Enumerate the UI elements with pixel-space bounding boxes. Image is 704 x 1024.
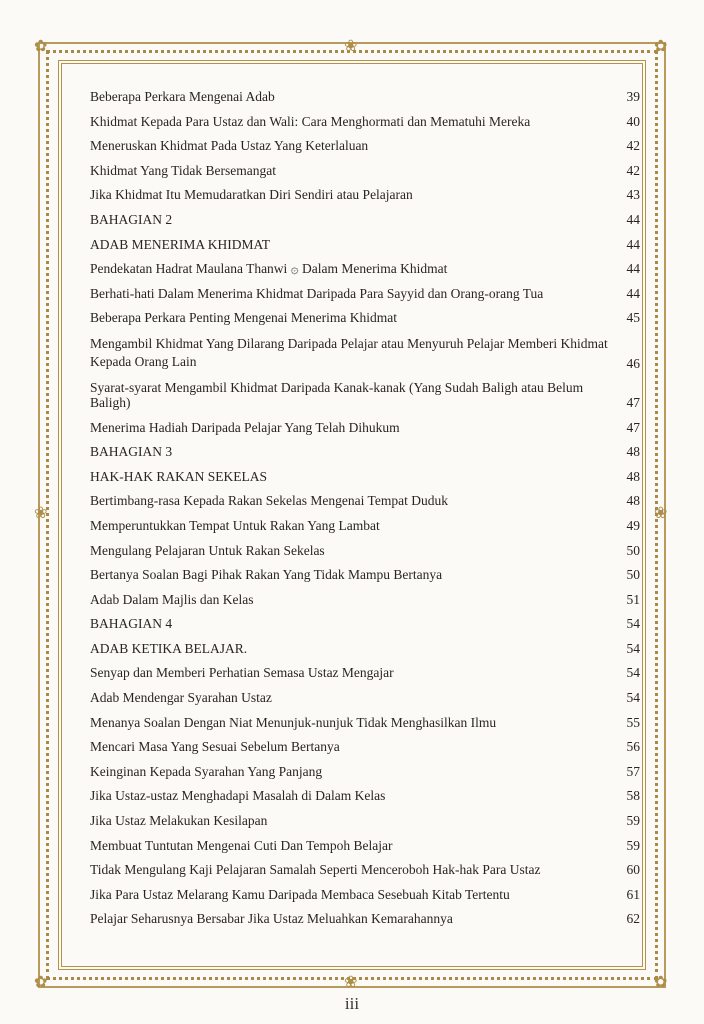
toc-entry xyxy=(90,310,640,325)
toc-entry-title: BAHAGIAN 3 xyxy=(90,444,173,460)
page-number: iii xyxy=(344,994,360,1013)
toc-entry-title: Berhati-hati Dalam Menerima Khidmat Daripada Para Sayyid dan Orang-orang Tua xyxy=(90,285,544,301)
toc-entry-page: 59 xyxy=(626,813,640,829)
flower-ornament-right-center: ❀ xyxy=(654,503,668,522)
toc-entry-title: Adab Mendengar Syarahan Ustaz xyxy=(90,690,272,706)
toc-entry-page: 48 xyxy=(626,493,640,509)
toc-entry-page: 45 xyxy=(626,310,640,326)
toc-entry-page: 49 xyxy=(626,517,640,533)
toc-entry-title: Membuat Tuntutan Mengenai Cuti Dan Tempoh Belajar xyxy=(90,837,393,853)
toc-entry-page: 54 xyxy=(626,690,640,706)
toc-entry-page: 56 xyxy=(626,739,640,755)
toc-entry xyxy=(90,567,640,582)
toc-entry-page: 59 xyxy=(626,837,640,853)
toc-entry-page: 48 xyxy=(626,468,640,484)
toc-entry-page: 46 xyxy=(626,355,640,371)
toc-entry xyxy=(90,114,640,129)
toc-entry-title: Mengambil Khidmat Yang Dilarang Daripada Pelajar atau Menyuruh Pelajar Memberi Khidmat Kepada Orang Lain xyxy=(90,335,608,369)
toc-entry xyxy=(90,237,640,252)
toc-entry xyxy=(90,665,640,680)
toc-entry-page: 42 xyxy=(626,138,640,154)
toc-entry xyxy=(90,887,640,902)
toc-entry xyxy=(90,616,640,631)
flower-ornament-top-right: ✿ xyxy=(654,36,668,55)
toc-entry-page: 55 xyxy=(626,714,640,730)
toc-entry xyxy=(90,420,640,435)
toc-entry-title: Jika Ustaz Melakukan Kesilapan xyxy=(90,813,268,829)
toc-entry-title: Khidmat Yang Tidak Bersemangat xyxy=(90,162,277,178)
table-of-contents xyxy=(90,89,640,936)
toc-entry-page: 62 xyxy=(626,911,640,927)
toc-entry xyxy=(90,444,640,459)
toc-entry-title: Adab Dalam Majlis dan Kelas xyxy=(90,591,254,607)
toc-entry xyxy=(90,286,640,301)
toc-entry-page: 57 xyxy=(626,763,640,779)
toc-entry-title: Jika Para Ustaz Melarang Kamu Daripada Membaca Sesebuah Kitab Tertentu xyxy=(90,886,510,902)
flower-ornament-bottom-center: ❀ xyxy=(344,972,358,991)
toc-entry-title: Beberapa Perkara Penting Mengenai Menerima Khidmat xyxy=(90,310,398,326)
toc-entry-page: 44 xyxy=(626,261,640,277)
toc-entry xyxy=(90,261,640,276)
toc-entry xyxy=(90,813,640,828)
toc-entry-page: 44 xyxy=(626,285,640,301)
toc-entry-title: ADAB KETIKA BELAJAR. xyxy=(90,640,248,656)
toc-entry-page: 39 xyxy=(626,89,640,104)
toc-entry xyxy=(90,788,640,803)
toc-entry-title: Jika Khidmat Itu Memudaratkan Diri Sendiri atau Pelajaran xyxy=(90,187,413,203)
toc-entry xyxy=(90,690,640,705)
flower-ornament-bottom-left: ✿ xyxy=(34,972,48,991)
toc-entry xyxy=(90,739,640,754)
toc-entry-page: 40 xyxy=(626,113,640,129)
toc-entry xyxy=(90,469,640,484)
toc-entry-page: 51 xyxy=(626,591,640,607)
toc-entry-title: BAHAGIAN 4 xyxy=(90,616,173,632)
toc-entry xyxy=(90,89,640,104)
toc-entry xyxy=(90,163,640,178)
toc-entry xyxy=(90,641,640,656)
toc-entry-page: 48 xyxy=(626,444,640,460)
toc-entry-title: Memperuntukkan Tempat Untuk Rakan Yang Lambat xyxy=(90,517,380,533)
toc-entry xyxy=(90,911,640,926)
toc-entry-title: Senyap dan Memberi Perhatian Semasa Ustaz Mengajar xyxy=(90,665,394,681)
toc-entry-page: 44 xyxy=(626,211,640,227)
toc-entry xyxy=(90,138,640,153)
toc-entry-title: Keinginan Kepada Syarahan Yang Panjang xyxy=(90,763,323,779)
toc-entry-page: 61 xyxy=(626,886,640,902)
toc-entry-title: Tidak Mengulang Kaji Pelajaran Samalah Seperti Menceroboh Hak-hak Para Ustaz xyxy=(90,862,541,878)
toc-entry-title: Khidmat Kepada Para Ustaz dan Wali: Cara Menghormati dan Mematuhi Mereka xyxy=(90,113,531,129)
toc-entry xyxy=(90,715,640,730)
toc-entry-page: 54 xyxy=(626,640,640,656)
toc-entry-page: 43 xyxy=(626,187,640,203)
toc-entry xyxy=(90,518,640,533)
toc-entry-page: 47 xyxy=(626,419,640,435)
flower-ornament-left-center: ❀ xyxy=(34,503,48,522)
toc-entry xyxy=(90,335,640,371)
toc-entry-title: Syarat-syarat Mengambil Khidmat Daripada Kanak-kanak (Yang Sudah Baligh atau Belum Baligh) xyxy=(90,379,584,410)
toc-entry-title: BAHAGIAN 2 xyxy=(90,211,173,227)
toc-entry-page: 44 xyxy=(626,236,640,252)
toc-entry-title: Mengulang Pelajaran Untuk Rakan Sekelas xyxy=(90,542,325,558)
toc-entry-title: Beberapa Perkara Mengenai Adab xyxy=(90,89,275,104)
toc-entry-title: HAK-HAK RAKAN SEKELAS xyxy=(90,468,267,484)
toc-entry-title: Menerima Hadiah Daripada Pelajar Yang Telah Dihukum xyxy=(90,419,400,435)
flower-ornament-top-left: ✿ xyxy=(34,36,48,55)
toc-entry xyxy=(90,543,640,558)
toc-entry xyxy=(90,380,640,410)
toc-entry-page: 60 xyxy=(626,862,640,878)
toc-entry-title: Jika Ustaz-ustaz Menghadapi Masalah di Dalam Kelas xyxy=(90,788,386,804)
toc-entry-page: 42 xyxy=(626,162,640,178)
toc-entry-page: 54 xyxy=(626,616,640,632)
toc-entry xyxy=(90,212,640,227)
toc-entry-title: Pendekatan Hadrat Maulana Thanwi ۞ Dalam Menerima Khidmat xyxy=(90,261,448,277)
toc-entry-title: Pelajar Seharusnya Bersabar Jika Ustaz Meluahkan Kemarahannya xyxy=(90,911,453,927)
toc-entry-page: 50 xyxy=(626,567,640,583)
toc-entry-title: Meneruskan Khidmat Pada Ustaz Yang Keterlaluan xyxy=(90,138,369,154)
toc-entry-title: Menanya Soalan Dengan Niat Menunjuk-nunjuk Tidak Menghasilkan Ilmu xyxy=(90,714,497,730)
toc-entry-title: Bertimbang-rasa Kepada Rakan Sekelas Mengenai Tempat Duduk xyxy=(90,493,448,509)
toc-entry-page: 47 xyxy=(626,394,640,410)
toc-entry xyxy=(90,862,640,877)
toc-entry-title: ADAB MENERIMA KHIDMAT xyxy=(90,236,271,252)
toc-entry-title: Bertanya Soalan Bagi Pihak Rakan Yang Tidak Mampu Bertanya xyxy=(90,567,443,583)
toc-entry-page: 50 xyxy=(626,542,640,558)
toc-entry-title: Mencari Masa Yang Sesuai Sebelum Bertanya xyxy=(90,739,340,755)
toc-entry xyxy=(90,838,640,853)
toc-entry xyxy=(90,187,640,202)
toc-entry xyxy=(90,592,640,607)
flower-ornament-bottom-right: ✿ xyxy=(654,972,668,991)
toc-entry-page: 54 xyxy=(626,665,640,681)
toc-entry-page: 58 xyxy=(626,788,640,804)
toc-entry xyxy=(90,493,640,508)
toc-entry xyxy=(90,764,640,779)
flower-ornament-top-center: ❀ xyxy=(344,36,358,55)
